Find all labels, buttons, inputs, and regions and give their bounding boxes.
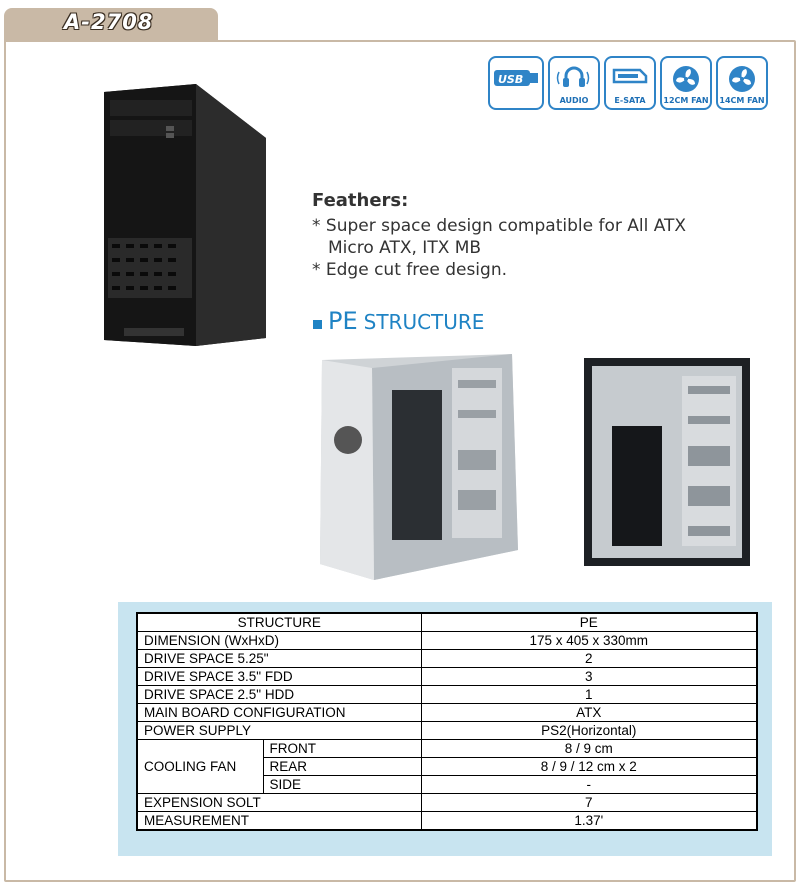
esata-badge-label: E-SATA <box>614 96 646 105</box>
esata-icon <box>610 64 650 90</box>
cooling-fan-label: COOLING FAN <box>137 740 263 794</box>
audio-badge-label: AUDIO <box>559 96 589 105</box>
row-value: PS2(Horizontal) <box>421 722 757 740</box>
cooling-side-label: SIDE <box>263 776 421 794</box>
table-row <box>137 686 757 704</box>
fan-12cm-badge <box>660 56 712 110</box>
table-row <box>137 632 757 650</box>
feature-item-1-cont: Micro ATX, ITX MB <box>328 238 482 258</box>
bullet-square-icon <box>313 320 322 329</box>
fan-14cm-badge <box>716 56 768 110</box>
table-row <box>137 704 757 722</box>
row-label: DIMENSION (WxHxD) <box>137 632 421 650</box>
feature-badges <box>488 56 768 110</box>
row-value: 1 <box>421 686 757 704</box>
table-row <box>137 812 757 831</box>
table-row <box>137 740 757 758</box>
row-value: 7 <box>421 794 757 812</box>
row-value: 175 x 405 x 330mm <box>421 632 757 650</box>
table-header-pe: PE <box>421 613 757 632</box>
table-row <box>137 722 757 740</box>
interior-photo-side <box>582 356 752 568</box>
row-value: 2 <box>421 650 757 668</box>
cooling-front-label: FRONT <box>263 740 421 758</box>
section-heading-structure: STRUCTURE <box>363 310 485 334</box>
cooling-front-value: 8 / 9 cm <box>421 740 757 758</box>
pc-case-image <box>96 78 272 348</box>
spec-table <box>136 612 758 831</box>
fan-icon <box>671 64 701 94</box>
esata-badge <box>604 56 656 110</box>
cooling-side-value: - <box>421 776 757 794</box>
table-header-row <box>137 613 757 632</box>
row-label: MAIN BOARD CONFIGURATION <box>137 704 421 722</box>
fan-14cm-label: 14CM FAN <box>719 96 765 105</box>
row-label: DRIVE SPACE 3.5" FDD <box>137 668 421 686</box>
row-label: DRIVE SPACE 5.25" <box>137 650 421 668</box>
features-block <box>312 190 686 281</box>
row-label: EXPENSION SOLT <box>137 794 421 812</box>
row-label: DRIVE SPACE 2.5" HDD <box>137 686 421 704</box>
feature-item-1: * Super space design compatible for All ATX <box>312 216 687 236</box>
table-row <box>137 668 757 686</box>
section-heading-pe: PE <box>328 307 358 335</box>
spec-table-panel <box>118 602 772 856</box>
row-value: ATX <box>421 704 757 722</box>
usb-badge <box>488 56 544 110</box>
section-heading <box>313 307 484 335</box>
row-label: MEASUREMENT <box>137 812 421 831</box>
audio-icon <box>556 64 592 90</box>
table-header-structure: STRUCTURE <box>137 613 421 632</box>
usb-icon <box>492 64 540 92</box>
row-label: POWER SUPPLY <box>137 722 421 740</box>
svg-text:USB: USB <box>498 73 524 86</box>
cooling-rear-label: REAR <box>263 758 421 776</box>
row-value: 3 <box>421 668 757 686</box>
features-heading: Feathers: <box>312 190 409 211</box>
interior-photo-angled <box>312 350 522 584</box>
feature-item-2: * Edge cut free design. <box>312 260 508 280</box>
row-value: 1.37' <box>421 812 757 831</box>
audio-badge <box>548 56 600 110</box>
fan-12cm-label: 12CM FAN <box>663 96 709 105</box>
model-title: A-2708 <box>64 10 154 34</box>
table-row <box>137 794 757 812</box>
cooling-rear-value: 8 / 9 / 12 cm x 2 <box>421 758 757 776</box>
table-row <box>137 650 757 668</box>
fan-icon <box>727 64 757 94</box>
